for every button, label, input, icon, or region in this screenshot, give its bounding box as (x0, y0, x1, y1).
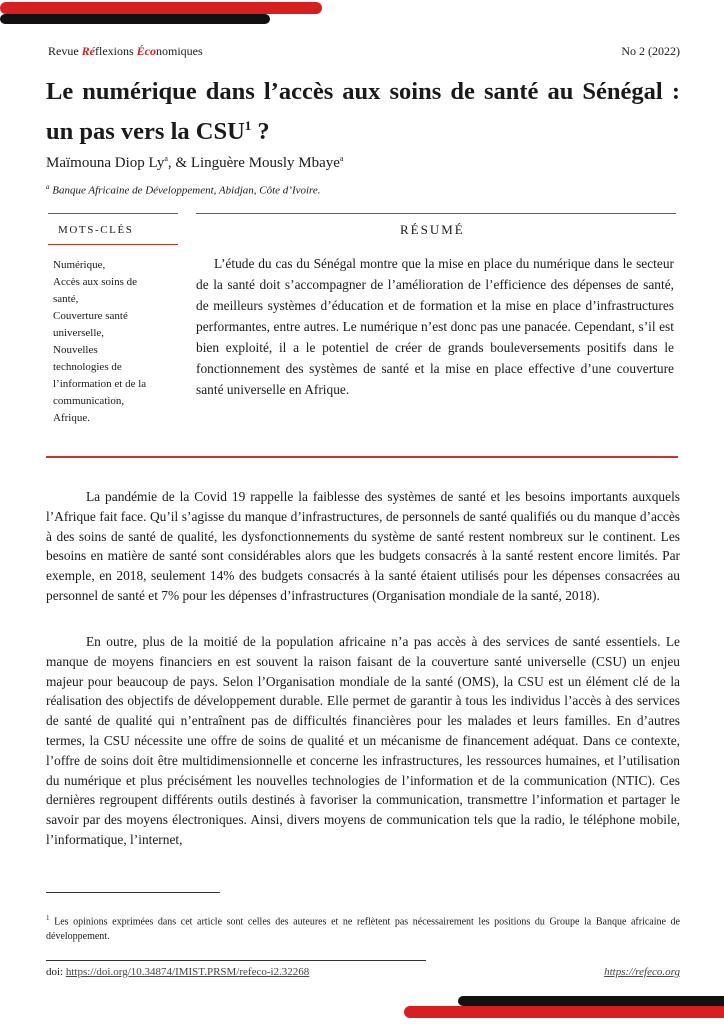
doi-line: doi: https://doi.org/10.34874/IMIST.PRSM/refeco-i2.32268 (46, 966, 310, 978)
keywords-heading: MOTS-CLÉS (58, 224, 134, 236)
keyword-line: communication, (53, 395, 125, 407)
issue-number: No 2 (2022) (621, 44, 680, 58)
keyword-line: Couverture santé (53, 310, 128, 322)
footnote-rule (46, 892, 220, 893)
top-black-bar (0, 14, 270, 24)
doi-link[interactable]: https://doi.org/10.34874/IMIST.PRSM/refeco-i2.32268 (65, 966, 310, 978)
keywords-top-rule (48, 213, 178, 214)
bottom-black-bar (458, 996, 724, 1006)
article-title: Le numérique dans l’accès aux soins de santé au Sénégal : un pas vers la CSU$^1$ ? (46, 78, 680, 146)
keywords-heading-rule (48, 244, 178, 245)
abstract-top-rule (196, 213, 676, 214)
keyword-line: universelle, (53, 327, 105, 339)
body-paragraph-2: En outre, plus de la moitié de la population africaine n’a pas accès à des services de santé essentiels. Le manque de moyens financiers en est souvent la raison faisant de la couverture santé universelle (CSU) un enjeu majeur pour beaucoup de pays. Selon l’Organisation mondiale de la santé (OMS), la CSU est un élément clé de la réalisation des objectifs de développement durable. Elle permet de garantir à tous les individus l’accès à des services de santé de qualité qui n’entraînent pas de difficultés financières pour les malades et leurs familles. En d’autres termes, la CSU nécessite une offre de soins de qualité et un mécanisme de financement adéquat. Dans ce contexte, l’offre de soins doit être multidimensionnelle et concerne les infrastructures, les ressources humaines, et l’utilisation du numérique et plus précisément les nouvelles technologies de l’information et de la communication (NTIC). Ces dernières regroupent différents outils destinés à favoriser la communication, transmettre l’information et partager le savoir par des moyens électroniques. Ainsi, divers moyens de communication tels que la radio, le téléphone mobile, l’informatique, l’internet, (46, 634, 680, 847)
keywords-list (53, 257, 173, 427)
authors: Maïmouna Diop Ly$^a$, & Linguère Mously Mbaye$^a$ (46, 154, 344, 171)
abstract-heading: RÉSUMÉ (400, 222, 465, 237)
affiliation: $^a$ Banque Africaine de Développement, Abidjan, Côte d’Ivoire. (46, 183, 321, 197)
abstract-text: L’étude du cas du Sénégal montre que la mise en place du numérique dans le secteur de la santé doit s’accompagner de l’amélioration de l’efficience des dépenses de santé, de meilleurs systèmes d’éducation et de formation et la mise en place d’infrastructures performantes, entre autres. Le numérique n’est donc pas une panacée. Cependant, s’il est bien exploité, il a le potentiel de créer de grands bouleversements positifs dans le fonctionnement des systèmes de santé et la mise en place effective d’une couverture santé universelle en Afrique. (196, 256, 674, 397)
body-paragraph-1: La pandémie de la Covid 19 rappelle la faiblesse des systèmes de santé et les besoins importants auxquels l’Afrique fait face. Qu’il s’agisse du manque d’infrastructures, de personnels de santé qualifiés ou du manque d’accès à des soins de santé de qualité, les dysfonctionnements du système de santé restent nombreux sur le continent. Les besoins en matière de santé sont considérables alors que les budgets consacrés à la santé restent encore limités. Par exemple, en 2018, seulement 14% des budgets consacrés à la santé étaient utilisés pour les dépenses consacrées au personnel de santé et 7% pour les dépenses d’infrastructures (Organisation mondiale de la santé, 2018). (46, 489, 680, 603)
keyword-line: technologies de (53, 361, 122, 373)
keyword-line: Afrique. (53, 412, 90, 424)
site-line (604, 966, 680, 978)
keyword-line: santé, (53, 293, 79, 305)
top-red-bar (0, 2, 322, 14)
journal-name: Revue Réflexions Économiques (48, 44, 203, 58)
keyword-line: l’information et de la (53, 378, 147, 390)
title-footnote-mark: 1 (244, 118, 252, 133)
section-separator (46, 456, 678, 458)
site-link[interactable]: https://refeco.org (604, 966, 680, 978)
footnote: $^1$ Les opinions exprimées dans cet article sont celles des auteures et ne reflètent pas nécessairement les positions du Groupe la Banque africaine de développement. (46, 914, 680, 943)
bottom-red-bar (404, 1006, 724, 1018)
doi-rule (46, 960, 426, 961)
keyword-line: Nouvelles (53, 344, 98, 356)
keyword-line: Accès aux soins de (53, 276, 138, 288)
keyword-line: Numérique, (53, 259, 106, 271)
